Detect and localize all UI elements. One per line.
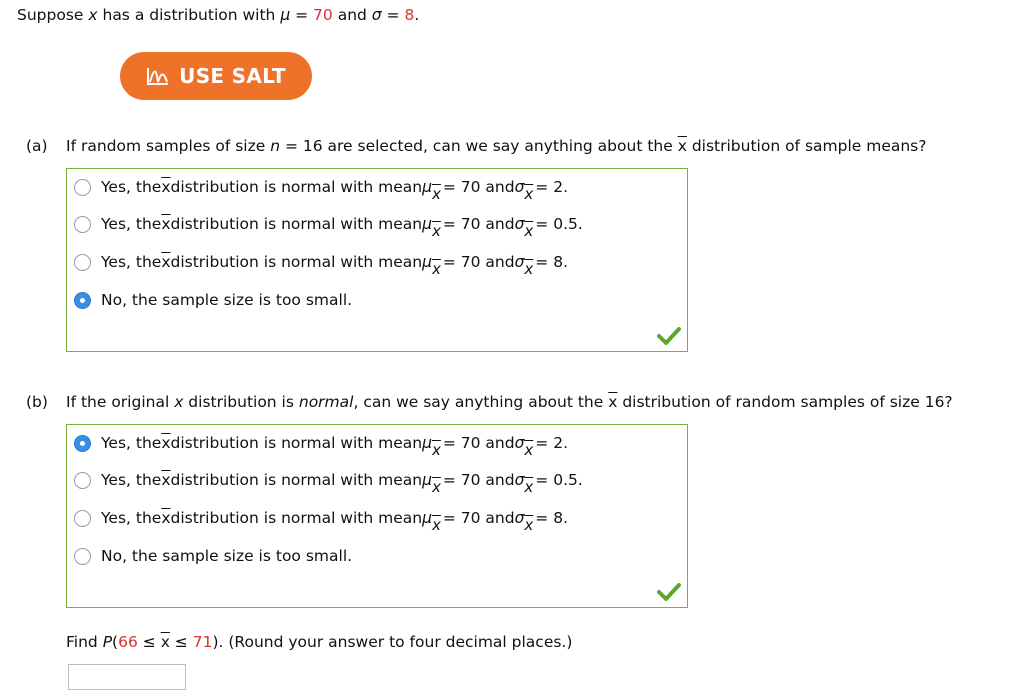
part-a-options: [66, 168, 688, 352]
radio-button-selected[interactable]: [74, 292, 91, 309]
part-b-option-1[interactable]: Yes, the $\overline{x}$ distribution is normal with mean μ $\overline{x}$ = 70 and σ $\overline{x}$ = 2.: [74, 431, 568, 455]
checkmark-icon: [657, 583, 681, 601]
radio-button[interactable]: [74, 254, 91, 271]
find-probability-prompt: Find $P(66 \le \overline{x} \le 71)$. (Round your answer to four decimal places.): [66, 633, 573, 651]
radio-button-selected[interactable]: [74, 435, 91, 452]
part-b-options: [66, 424, 688, 608]
part-b-option-3[interactable]: Yes, the $\overline{x}$ distribution is normal with mean μ $\overline{x}$ = 70 and σ $\overline{x}$ = 8.: [74, 506, 568, 530]
radio-button[interactable]: [74, 548, 91, 565]
part-a-option-1[interactable]: Yes, the $\overline{x}$ distribution is normal with mean μ $\overline{x}$ = 70 and σ $\overline{x}$ = 2.: [74, 175, 568, 199]
part-b-label: (b): [26, 393, 48, 411]
salt-logo-icon: [146, 66, 170, 86]
part-b-question: If the original x distribution is normal, can we say anything about the $\overline{x}$ distribution of random samples of size 16?: [66, 393, 953, 411]
part-a-option-3[interactable]: Yes, the $\overline{x}$ distribution is normal with mean μ $\overline{x}$ = 70 and σ $\overline{x}$ = 8.: [74, 250, 568, 274]
part-a-label: (a): [26, 137, 48, 155]
radio-button[interactable]: [74, 179, 91, 196]
part-a-option-2[interactable]: Yes, the $\overline{x}$ distribution is normal with mean μ $\overline{x}$ = 70 and σ $\overline{x}$ = 0.5.: [74, 212, 583, 236]
problem-statement: Suppose x has a distribution with μ = 70 and σ = 8.: [17, 6, 420, 24]
part-b-option-4[interactable]: No, the sample size is too small.: [74, 544, 352, 568]
use-salt-label: USE SALT: [179, 64, 286, 88]
answer-input[interactable]: [68, 664, 186, 690]
use-salt-button[interactable]: [120, 52, 312, 100]
part-a-option-4[interactable]: No, the sample size is too small.: [74, 288, 352, 312]
radio-button[interactable]: [74, 216, 91, 233]
part-a-question: If random samples of size n = 16 are selected, can we say anything about the $\overline{x}$ distribution of sample means?: [66, 137, 927, 155]
part-b-option-2[interactable]: Yes, the $\overline{x}$ distribution is normal with mean μ $\overline{x}$ = 70 and σ $\overline{x}$ = 0.5.: [74, 468, 583, 492]
checkmark-icon: [657, 327, 681, 345]
radio-button[interactable]: [74, 472, 91, 489]
radio-button[interactable]: [74, 510, 91, 527]
